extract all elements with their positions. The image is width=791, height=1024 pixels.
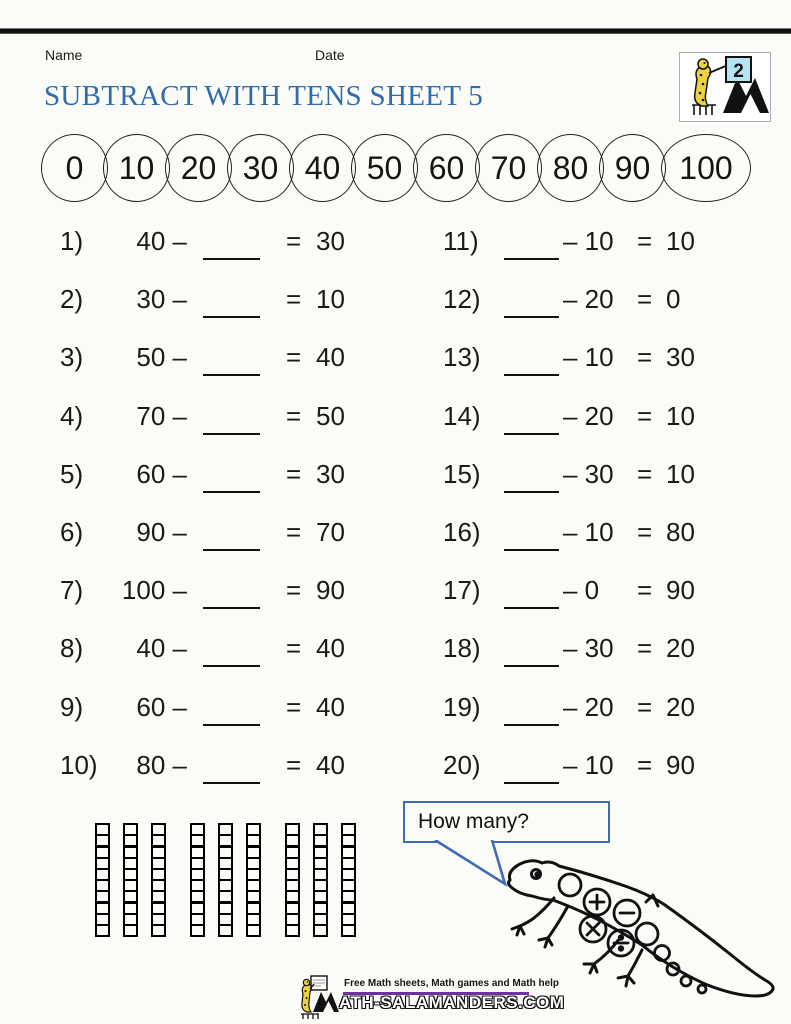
equals-sign: =: [286, 633, 302, 664]
base-ten-blocks: [95, 823, 369, 937]
problem-row: [0, 445, 791, 503]
difference: 30: [316, 226, 345, 256]
tens-rod: [246, 823, 261, 937]
problem-row: [0, 212, 791, 270]
difference: 10: [666, 400, 695, 431]
number-circle-0: 0: [41, 134, 108, 202]
subtrahend: – 30: [563, 633, 614, 664]
problem-number: 10): [60, 749, 98, 780]
number-circle-80: 80: [537, 134, 604, 202]
unit-cell: [123, 924, 138, 937]
tens-rod: [341, 823, 356, 937]
difference: 20: [666, 633, 695, 664]
math-salamanders-logo: [679, 52, 771, 122]
problem-number: 13): [443, 342, 481, 373]
number-circle-30: 30: [227, 134, 294, 202]
difference: 90: [666, 749, 695, 780]
difference: 40: [316, 749, 345, 780]
answer-blank: [504, 222, 559, 260]
minuend: 30 –: [136, 284, 187, 315]
problem-number: 8): [60, 633, 84, 664]
problem-number: 3): [60, 342, 84, 373]
problem-row: [0, 387, 791, 445]
number-circle-10: 10: [103, 134, 170, 202]
unit-cell: [190, 924, 205, 937]
equals-sign: =: [286, 226, 302, 256]
problem-row: [0, 328, 791, 386]
problem-number: 5): [60, 458, 84, 489]
problem-number: 14): [443, 400, 481, 431]
equals-sign: =: [637, 226, 653, 256]
equals-sign: =: [286, 691, 302, 722]
answer-blank: [504, 746, 559, 784]
salamander-spot-icon: [700, 74, 703, 77]
problem-row: [0, 678, 791, 736]
difference: 30: [666, 342, 695, 373]
subtrahend: – 20: [563, 691, 614, 722]
speech-bubble: [403, 801, 610, 843]
minuend: 100 –: [121, 575, 187, 606]
problem-number: 11): [443, 226, 479, 256]
problem-number: 15): [443, 458, 481, 489]
equals-sign: =: [286, 516, 302, 547]
difference: 10: [316, 284, 345, 315]
problem-number: 1): [60, 226, 84, 256]
equals-sign: =: [637, 575, 653, 606]
salamander-spot-icon: [702, 83, 705, 86]
problem-number: 12): [443, 284, 481, 315]
number-circle-20: 20: [165, 134, 232, 202]
date-field-label: Date: [315, 47, 345, 63]
problem-row: [0, 503, 791, 561]
subtrahend: – 10: [563, 342, 614, 373]
difference: 40: [316, 342, 345, 373]
unit-cell: [218, 924, 233, 937]
tens-rod: [151, 823, 166, 937]
equals-sign: =: [286, 575, 302, 606]
problem-number: 4): [60, 400, 84, 431]
minuend: 60 –: [136, 691, 187, 722]
difference: 80: [666, 516, 695, 547]
equals-sign: =: [286, 400, 302, 431]
minuend: 40 –: [136, 226, 187, 256]
salamander-illustration: [490, 850, 780, 998]
name-field-label: Name: [45, 47, 83, 63]
minuend: 50 –: [136, 342, 187, 373]
top-divider: [0, 28, 791, 34]
number-circle-40: 40: [289, 134, 356, 202]
spot-circle-icon: [636, 923, 658, 945]
answer-blank: [504, 513, 559, 551]
subtrahend: – 0: [563, 575, 600, 606]
minuend: 90 –: [136, 516, 187, 547]
unit-cell: [151, 924, 166, 937]
sign-number: 2: [733, 61, 744, 82]
spot-circle-icon: [698, 985, 706, 993]
tens-rod: [190, 823, 205, 937]
difference: 40: [316, 633, 345, 664]
equals-sign: =: [637, 400, 653, 431]
equals-sign: =: [637, 458, 653, 489]
minuend: 40 –: [136, 633, 187, 664]
tens-rod: [285, 823, 300, 937]
problem-row: [0, 619, 791, 677]
unit-cell: [341, 924, 356, 937]
answer-blank: [504, 571, 559, 609]
problem-number: 17): [443, 575, 481, 606]
equals-sign: =: [286, 749, 302, 780]
speech-bubble-text: How many?: [418, 810, 529, 833]
answer-blank: [504, 338, 559, 376]
answer-blank: [504, 397, 559, 435]
unit-cell: [313, 924, 328, 937]
subtrahend: – 10: [563, 226, 614, 256]
problems-right-column: [0, 212, 791, 794]
difference: 10: [666, 226, 695, 256]
salamander-spot-icon: [702, 99, 705, 102]
problem-number: 18): [443, 633, 481, 664]
spot-circle-icon: [559, 874, 581, 896]
subtrahend: – 10: [563, 749, 614, 780]
salamander-spot-icon: [699, 92, 702, 95]
unit-cell: [95, 924, 110, 937]
difference: 50: [316, 400, 345, 431]
subtrahend: – 20: [563, 400, 614, 431]
equals-sign: =: [637, 516, 653, 547]
logo-m-icon: [313, 992, 339, 1012]
problem-number: 19): [443, 691, 481, 722]
answer-blank: [504, 280, 559, 318]
problem-row: [0, 270, 791, 328]
equals-sign: =: [637, 342, 653, 373]
difference: 90: [666, 575, 695, 606]
minuend: 80 –: [136, 749, 187, 780]
answer-blank: [504, 629, 559, 667]
problem-number: 20): [443, 749, 481, 780]
salamander-eye-icon: [704, 62, 706, 64]
footer-tagline: Free Math sheets, Math games and Math help: [344, 978, 560, 989]
number-line: [41, 134, 751, 202]
equals-sign: =: [637, 749, 653, 780]
number-circle-100: 100: [661, 134, 751, 202]
difference: 90: [316, 575, 345, 606]
minuend: 60 –: [136, 458, 187, 489]
number-circle-60: 60: [413, 134, 480, 202]
minuend: 70 –: [136, 400, 187, 431]
footer-site-name: ATH-SALAMANDERS.COM: [339, 993, 565, 1012]
difference: 70: [316, 516, 345, 547]
tens-rod: [218, 823, 233, 937]
problem-number: 9): [60, 691, 84, 722]
subtrahend: – 20: [563, 284, 614, 315]
unit-cell: [246, 924, 261, 937]
page-title: SUBTRACT WITH TENS SHEET 5: [44, 80, 484, 112]
spot-circle-icon: [681, 976, 691, 986]
difference: 20: [666, 691, 695, 722]
equals-sign: =: [286, 458, 302, 489]
tens-rod: [95, 823, 110, 937]
number-circle-50: 50: [351, 134, 418, 202]
salamander-head-icon: [698, 59, 708, 69]
problem-number: 7): [60, 575, 84, 606]
number-circle-70: 70: [475, 134, 542, 202]
problem-number: 16): [443, 516, 481, 547]
equals-sign: =: [637, 691, 653, 722]
subtrahend: – 10: [563, 516, 614, 547]
difference: 40: [316, 691, 345, 722]
problem-row: [0, 561, 791, 619]
number-circle-90: 90: [599, 134, 666, 202]
problem-number: 6): [60, 516, 84, 547]
equals-sign: =: [286, 284, 302, 315]
difference: 30: [316, 458, 345, 489]
equals-sign: =: [637, 633, 653, 664]
salamander-logo-icon: [680, 53, 770, 121]
subtrahend: – 30: [563, 458, 614, 489]
tens-rod: [313, 823, 328, 937]
answer-blank: [504, 455, 559, 493]
difference: 10: [666, 458, 695, 489]
footer-logo-icon: [297, 974, 339, 1020]
logo-m-icon: [723, 78, 769, 113]
problem-row: [0, 736, 791, 794]
unit-cell: [285, 924, 300, 937]
equals-sign: =: [637, 284, 653, 315]
problem-number: 2): [60, 284, 84, 315]
answer-blank: [504, 688, 559, 726]
tens-rod: [123, 823, 138, 937]
equals-sign: =: [286, 342, 302, 373]
difference: 0: [666, 284, 681, 315]
